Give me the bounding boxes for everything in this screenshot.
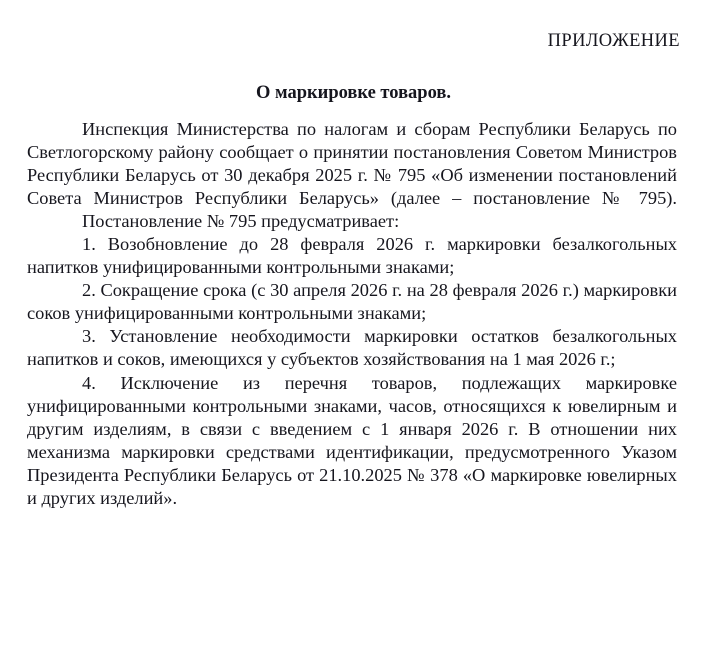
document-title: О маркировке товаров. — [255, 83, 452, 104]
document-body — [27, 118, 677, 510]
appendix-header-label: ПРИЛОЖЕНИЕ — [547, 31, 680, 51]
paragraph-item-3: 3. Установление необходимости маркировки остатков безалкогольных напитков и соков, имеющихся у субъектов хозяйствования на 1 мая 2026 г.; — [27, 326, 677, 370]
paragraph-lead-in: Постановление № 795 предусматривает: — [82, 211, 400, 232]
paragraph-intro: Инспекция Министерства по налогам и сборам Республики Беларусь по Светлогорскому району сообщает о принятии постановления Советом Министров Республики Беларусь от 30 декабря 2025 г. № 795 «Об изменении постановлений Совета Министров Республики Беларусь» (далее – постановление № 795). — [27, 119, 677, 209]
paragraph-item-4: 4. Исключение из перечня товаров, подлежащих маркировке унифицированными контрольными знаками, часов, относящихся к ювелирным и другим изделиям, в связи с введением с 1 января 2026 г. В отношении них механизма маркировки средствами идентификации, предусмотренного Указом Президента Республики Беларусь от 21.10.2025 № 378 «О маркировке ювелирных и других изделий». — [27, 372, 677, 508]
paragraph-item-1: 1. Возобновление до 28 февраля 2026 г. маркировки безалкогольных напитков унифицированными контрольными знаками; — [27, 234, 677, 278]
paragraph-item-2: 2. Сокращение срока (с 30 апреля 2026 г. на 28 февраля 2026 г.) маркировки соков унифицированными контрольными знаками; — [27, 280, 677, 324]
